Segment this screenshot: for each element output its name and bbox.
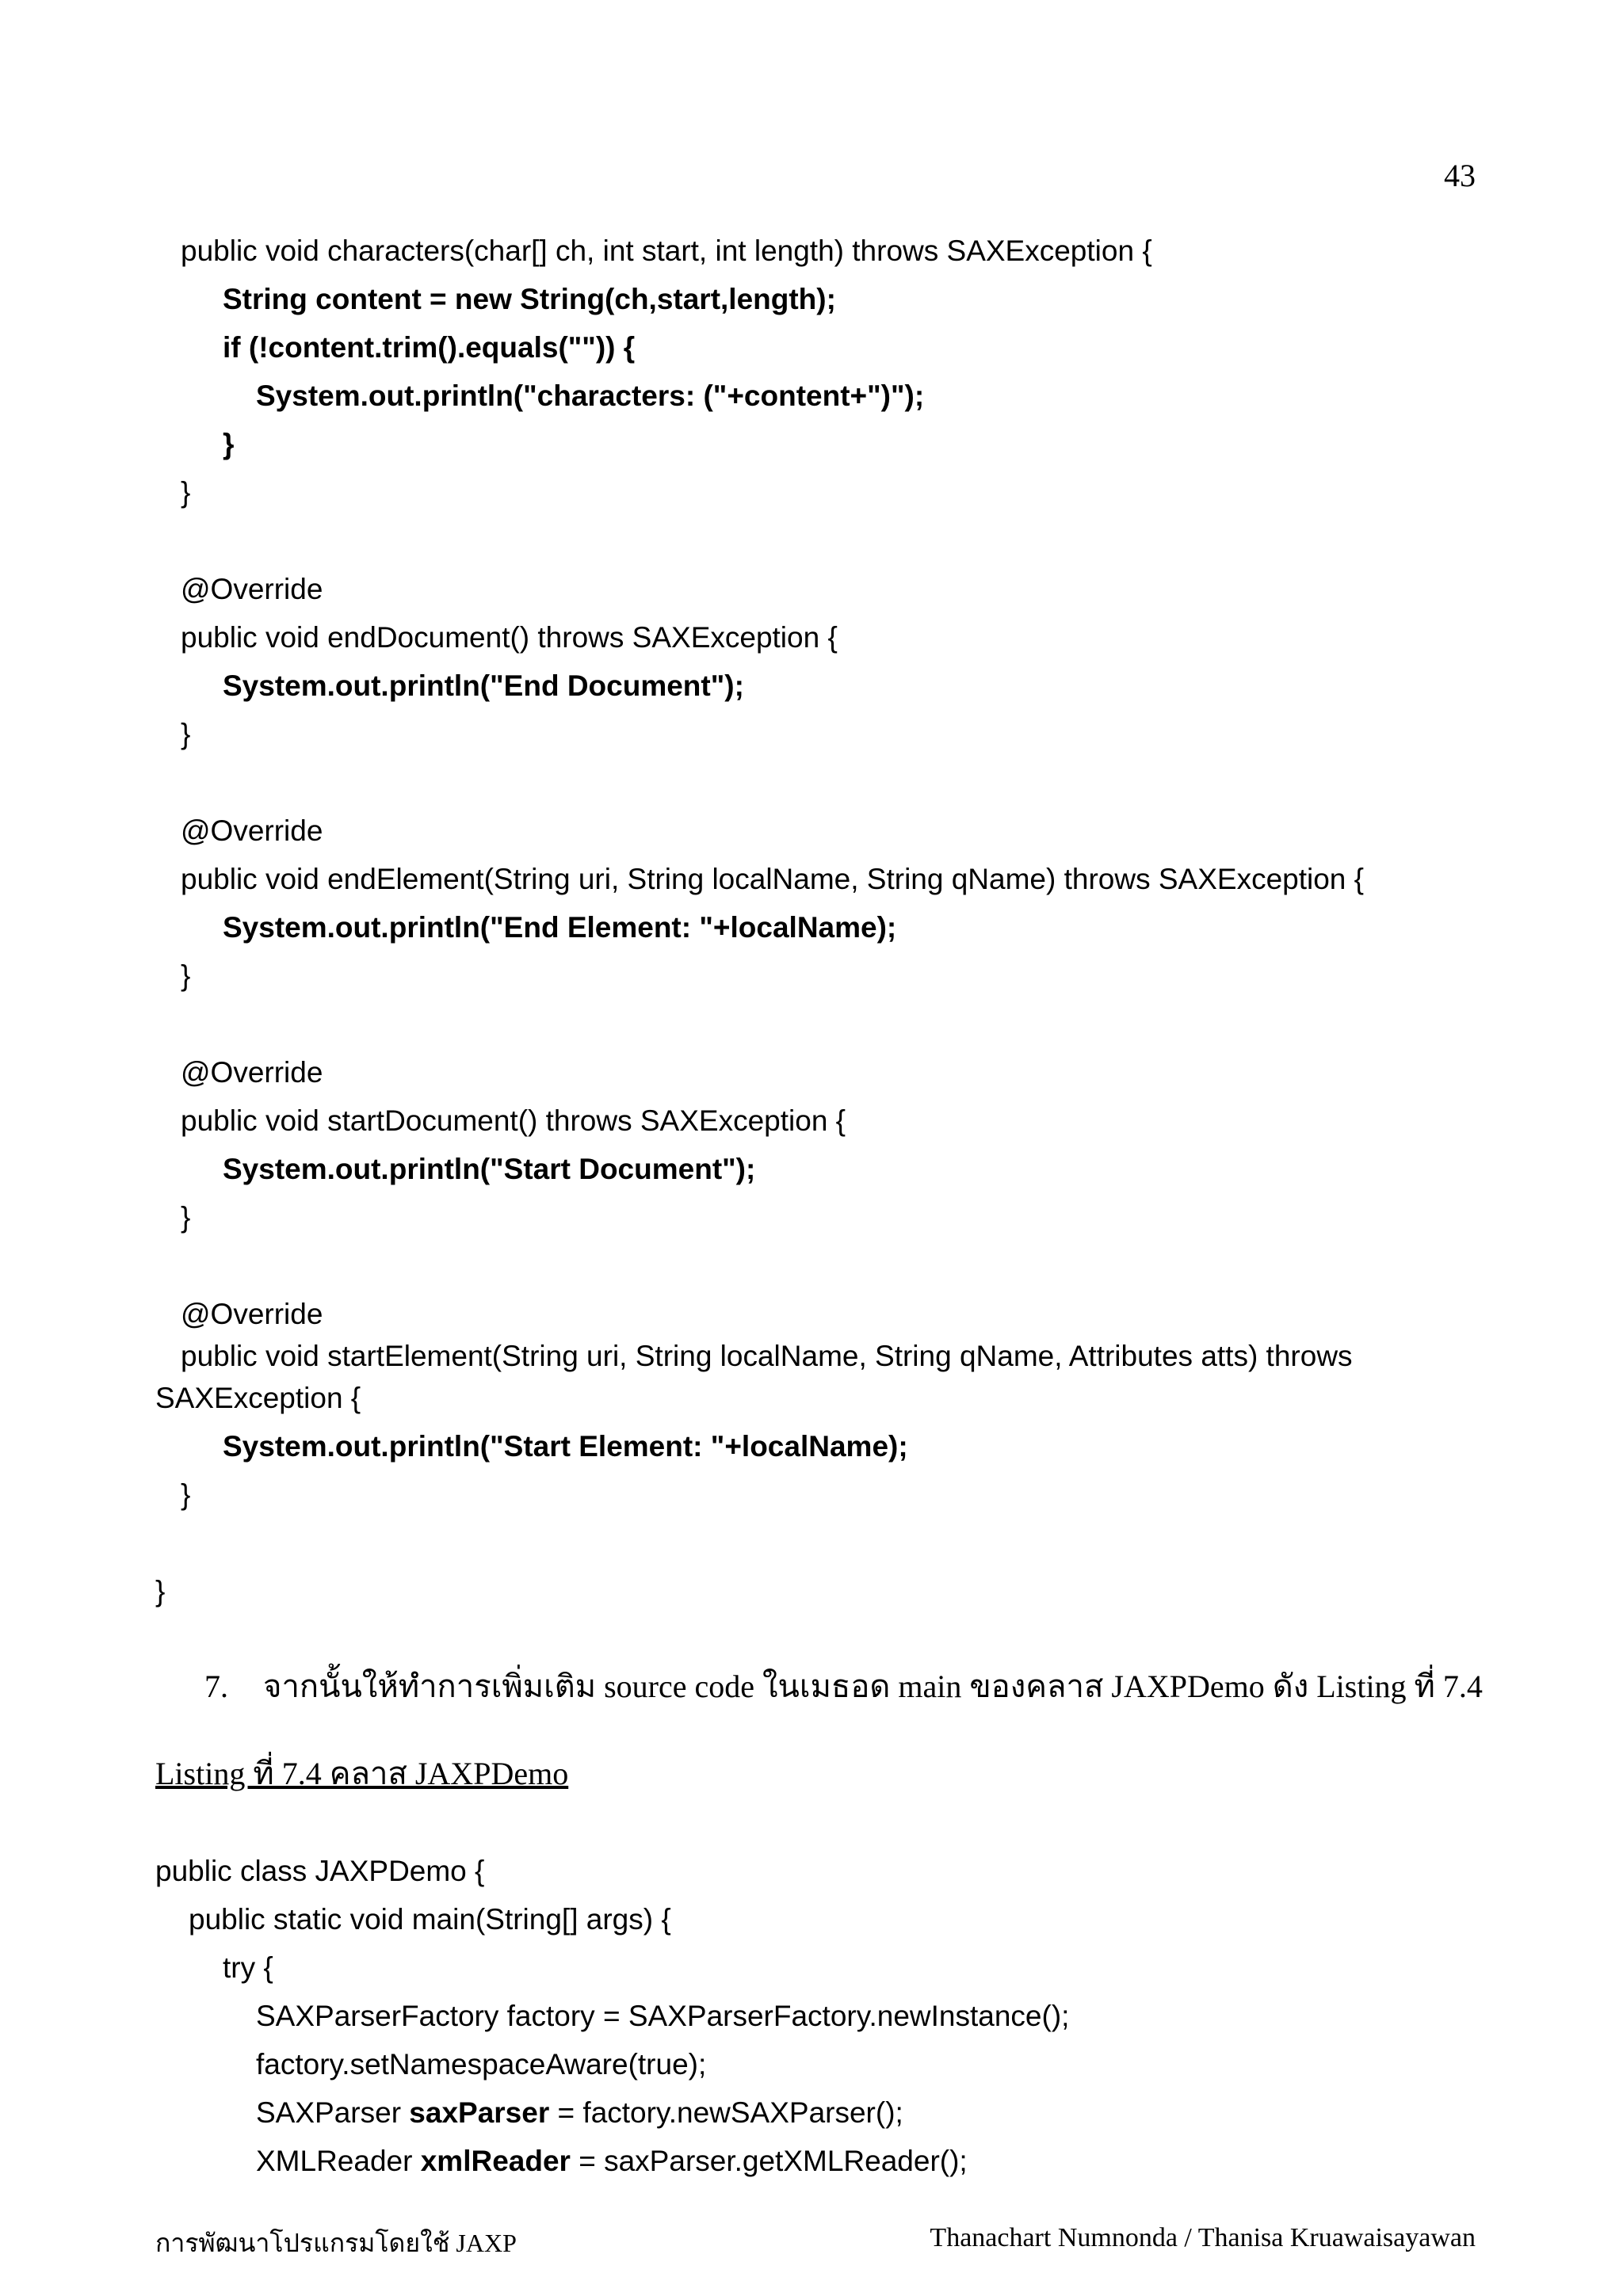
code-text: SAXParserFactory factory = SAXParserFactory.newInstance();	[256, 2000, 1070, 2032]
code-line: @Override	[181, 814, 323, 847]
code-line: @Override	[181, 573, 323, 605]
code-line: System.out.println("Start Document");	[223, 1153, 756, 1185]
code-text: SAXParser	[256, 2096, 410, 2129]
code-line	[0, 1895, 1069, 1943]
code-line: public void startElement(String uri, String localName, String qName, Attributes atts) throws	[181, 1340, 1353, 1372]
code-line	[0, 1000, 1364, 1048]
code-line	[0, 2040, 1069, 2088]
code-line	[0, 758, 1364, 807]
code-line: @Override	[181, 1298, 323, 1330]
code-text: = saxParser.getXMLReader();	[570, 2145, 968, 2177]
code-line: }	[181, 959, 191, 992]
code-text: factory.setNamespaceAware(true);	[256, 2048, 707, 2081]
page-number: 43	[1444, 158, 1476, 193]
code-variable-bold: saxParser	[409, 2096, 550, 2129]
footer-authors: Thanachart Numnonda / Thanisa Kruawaisayawan	[930, 2223, 1476, 2252]
code-text: public static void main(String[] args) {	[189, 1903, 671, 1936]
instruction-step	[204, 1661, 1483, 1711]
step-number: 7.	[204, 1669, 228, 1704]
code-line	[0, 1241, 1364, 1290]
code-line: System.out.println("characters: ("+content+")");	[256, 379, 925, 412]
code-line: SAXException {	[155, 1382, 361, 1414]
code-block-handler-methods	[0, 227, 1364, 1615]
code-line	[0, 1847, 1069, 1895]
listing-caption: Listing ที่ 7.4 คลาส JAXPDemo	[155, 1756, 569, 1791]
code-line: }	[223, 428, 235, 460]
code-text: try {	[223, 1951, 273, 1984]
code-text: = factory.newSAXParser();	[549, 2096, 903, 2129]
code-line	[0, 2088, 1069, 2137]
code-line	[0, 1519, 1364, 1567]
footer-book-title: การพัฒนาโปรแกรมโดยใช้ JAXP	[155, 2229, 517, 2257]
code-line: }	[181, 1201, 191, 1234]
code-text: public class JAXPDemo {	[155, 1855, 485, 1887]
code-line	[0, 1992, 1069, 2040]
code-line	[0, 2137, 1069, 2185]
code-line	[0, 517, 1364, 565]
code-line: public void endElement(String uri, String localName, String qName) throws SAXException {	[181, 863, 1365, 895]
code-line: @Override	[181, 1056, 323, 1089]
code-line: System.out.println("End Element: "+localName);	[223, 911, 897, 944]
code-line: }	[181, 1478, 191, 1511]
code-line: public void endDocument() throws SAXException {	[181, 621, 838, 654]
code-line: }	[181, 476, 191, 509]
code-variable-bold: xmlReader	[420, 2145, 571, 2177]
code-line	[0, 1943, 1069, 1992]
code-line: System.out.println("Start Element: "+localName);	[223, 1430, 908, 1463]
code-line: System.out.println("End Document");	[223, 669, 744, 702]
code-line: }	[181, 718, 191, 750]
code-text: XMLReader	[256, 2145, 421, 2177]
code-line: }	[155, 1575, 166, 1608]
code-line: public void characters(char[] ch, int start, int length) throws SAXException {	[181, 235, 1152, 267]
step-text: จากนั้นให้ทำการเพิ่มเติม source code ในเมธอด main ของคลาส JAXPDemo ดัง Listing ที่ 7.4	[263, 1669, 1483, 1704]
code-line: if (!content.trim().equals("")) {	[223, 331, 636, 364]
code-block-jaxpdemo-class	[0, 1847, 1069, 2185]
code-line: String content = new String(ch,start,length);	[223, 283, 836, 315]
code-line: public void startDocument() throws SAXException {	[181, 1104, 846, 1137]
